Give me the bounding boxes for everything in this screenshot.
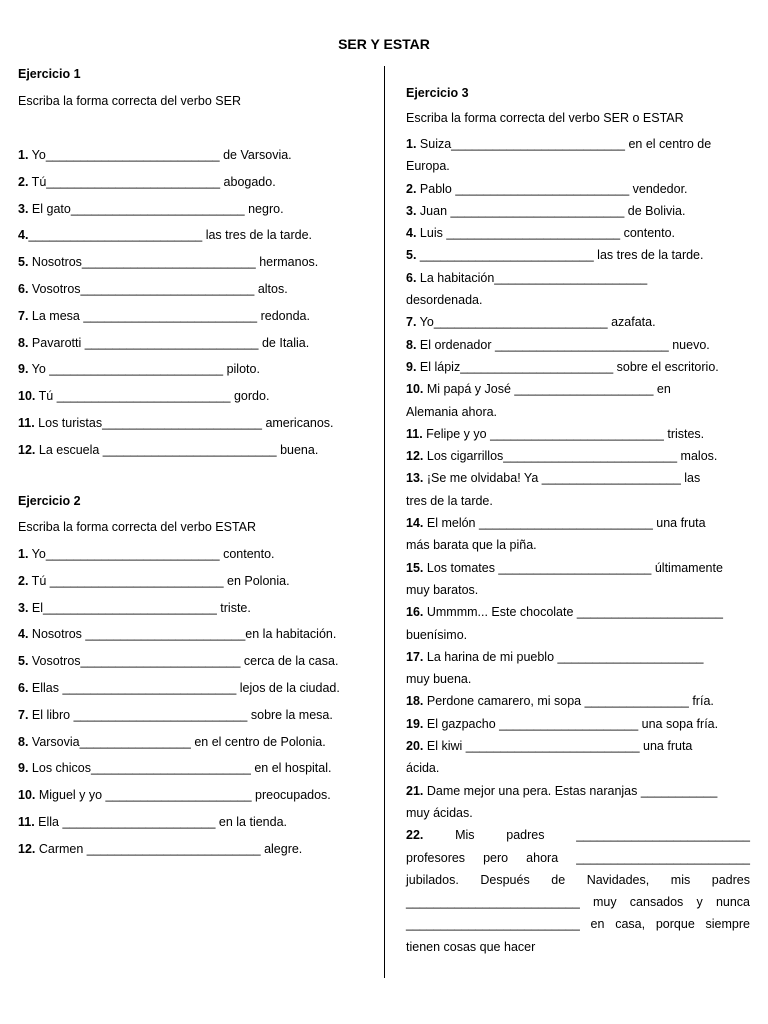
item-number: 7.	[18, 707, 29, 722]
item-number: 2.	[18, 573, 29, 588]
exercise-item	[18, 729, 368, 756]
item-number: 15.	[406, 560, 424, 575]
item-number: 4.	[406, 226, 417, 241]
exercise-3-list	[406, 133, 750, 958]
item-text: Tú _________________________ en Polonia.	[28, 573, 290, 588]
item-text: El kiwi _________________________ una fruta	[423, 739, 693, 754]
item-text: Tú_________________________ abogado.	[28, 174, 276, 189]
item-number: 8.	[406, 337, 417, 352]
exercise-line	[406, 133, 750, 155]
item-text: Dame mejor una pera. Estas naranjas ___________	[423, 783, 718, 798]
item-number: 12.	[18, 841, 36, 856]
item-text: Los cigarrillos_________________________ malos.	[423, 449, 718, 464]
item-number: 6.	[18, 281, 29, 296]
item-text: Mi papá y José ____________________ en	[423, 382, 671, 397]
item-text: El gato_________________________ negro.	[28, 201, 284, 216]
exercise-line	[406, 512, 750, 534]
item-text: Perdone camarero, mi sopa _______________ fría.	[423, 694, 714, 709]
item-number: 21.	[406, 783, 424, 798]
exercise-item	[18, 648, 368, 675]
item-text: Los turistas_______________________ americanos.	[34, 415, 334, 430]
item-text: La habitación______________________	[416, 270, 648, 285]
item-number: 18.	[406, 694, 424, 709]
item-text: El libro _________________________ sobre la mesa.	[28, 707, 333, 722]
exercise-line	[406, 267, 750, 289]
item-text: La mesa _________________________ redonda.	[28, 308, 310, 323]
exercise-line	[406, 244, 750, 266]
item-text: Vosotros_________________________ altos.	[28, 281, 288, 296]
item-text: La escuela _________________________ buena.	[35, 442, 319, 457]
exercise-line	[406, 780, 750, 802]
exercise-item	[18, 809, 368, 836]
exercise-item	[18, 437, 368, 464]
exercise-item	[18, 702, 368, 729]
item-text: Varsovia________________ en el centro de Polonia.	[28, 734, 326, 749]
item-text: Vosotros_______________________ cerca de la casa.	[28, 654, 339, 669]
item-text: El gazpacho ____________________ una sopa fría.	[423, 716, 719, 731]
exercise-2-instruction: Escriba la forma correcta del verbo ESTAR	[18, 520, 257, 534]
item-number: 10.	[406, 382, 424, 397]
item-text: _________________________ en casa, porque siempre	[406, 917, 750, 932]
item-number: 7.	[18, 308, 29, 323]
exercise-line	[406, 624, 750, 646]
exercise-line	[406, 222, 750, 244]
item-number: 10.	[18, 389, 36, 404]
item-text: Ummmm... Este chocolate _____________________	[423, 605, 723, 620]
item-number: 9.	[18, 362, 29, 377]
item-text: Carmen _________________________ alegre.	[35, 841, 303, 856]
exercise-line	[406, 668, 750, 690]
item-text: muy ácidas.	[406, 805, 473, 820]
exercise-item	[18, 142, 368, 169]
exercise-line	[406, 847, 750, 869]
item-number: 1.	[18, 547, 29, 561]
exercise-line	[406, 601, 750, 623]
item-text: jubilados. Después de Navidades, mis padres	[406, 872, 750, 887]
item-text: Tú _________________________ gordo.	[35, 389, 270, 404]
exercise-item	[18, 383, 368, 410]
exercise-1	[18, 66, 368, 464]
exercise-line	[406, 401, 750, 423]
item-text: El ordenador _________________________ nuevo.	[416, 337, 710, 352]
item-text: tienen cosas que hacer	[406, 939, 536, 954]
exercise-2-list	[18, 541, 368, 863]
exercise-line	[406, 289, 750, 311]
item-text: Yo _________________________ piloto.	[28, 362, 260, 377]
item-text: ácida.	[406, 761, 440, 776]
exercise-line	[406, 713, 750, 735]
exercise-line	[406, 467, 750, 489]
exercise-3-instruction: Escriba la forma correcta del verbo SER o ESTAR	[406, 111, 684, 125]
item-number: 8.	[18, 335, 29, 350]
item-number: 2.	[18, 174, 29, 189]
item-number: 5.	[18, 654, 29, 669]
item-number: 3.	[18, 600, 29, 615]
item-number: 1.	[18, 148, 29, 162]
item-number: 10.	[18, 788, 36, 803]
item-number: 4.	[18, 627, 29, 642]
item-text: Juan _________________________ de Bolivia.	[416, 203, 686, 218]
exercise-line	[406, 423, 750, 445]
exercise-line	[406, 936, 750, 958]
exercise-line	[406, 378, 750, 400]
item-number: 9.	[406, 359, 417, 374]
item-text: _________________________ las tres de la tarde.	[416, 248, 704, 263]
item-text: Felipe y yo _________________________ tristes.	[422, 426, 705, 441]
item-text: Miguel y yo _____________________ preocupados.	[35, 788, 331, 803]
exercise-2-heading: Ejercicio 2	[18, 494, 81, 508]
exercise-line	[406, 824, 750, 846]
exercise-line	[406, 356, 750, 378]
exercise-item	[18, 169, 368, 196]
item-text: tres de la tarde.	[406, 493, 493, 508]
exercise-line	[406, 311, 750, 333]
item-number: 11.	[18, 814, 35, 829]
item-number: 5.	[406, 248, 417, 263]
item-text: La harina de mi pueblo _____________________	[423, 649, 704, 664]
exercise-2	[18, 488, 368, 863]
exercise-1-list	[18, 142, 368, 464]
item-number: 3.	[18, 201, 29, 216]
exercise-line	[406, 334, 750, 356]
item-number: 19.	[406, 716, 424, 731]
item-text: El melón _________________________ una fruta	[423, 516, 706, 531]
exercise-line	[406, 891, 750, 913]
item-text: Los tomates ______________________ últimamente	[423, 560, 723, 575]
exercise-item	[18, 675, 368, 702]
item-number: 3.	[406, 203, 417, 218]
item-text: desordenada.	[406, 293, 483, 308]
item-number: 8.	[18, 734, 29, 749]
item-text: El_________________________ triste.	[28, 600, 251, 615]
item-text: _________________________ las tres de la tarde.	[28, 228, 313, 243]
exercise-1-instruction: Escriba la forma correcta del verbo SER	[18, 94, 242, 108]
item-number: 16.	[406, 605, 424, 620]
item-number: 17.	[406, 649, 424, 664]
item-text: ¡Se me olvidaba! Ya ____________________ las	[423, 471, 701, 486]
item-text: Nosotros _______________________en la habitación.	[28, 627, 337, 642]
item-text: Ella ______________________ en la tienda.	[34, 814, 288, 829]
item-text: Ellas _________________________ lejos de la ciudad.	[28, 680, 340, 695]
item-number: 4.	[18, 228, 29, 243]
exercise-line	[406, 490, 750, 512]
item-text: Yo_________________________ de Varsovia.	[28, 148, 292, 162]
item-number: 13.	[406, 471, 424, 486]
item-text: Yo_________________________ contento.	[28, 547, 275, 561]
exercise-item	[18, 303, 368, 330]
item-number: 6.	[406, 270, 417, 285]
exercise-item	[18, 196, 368, 223]
item-number: 12.	[18, 442, 36, 457]
exercise-line	[406, 757, 750, 779]
item-text: Los chicos_______________________ en el hospital.	[28, 761, 332, 776]
item-number: 20.	[406, 739, 424, 754]
exercise-item	[18, 755, 368, 782]
page-title: SER Y ESTAR	[338, 36, 430, 52]
item-number: 5.	[18, 255, 29, 270]
item-number: 11.	[18, 415, 35, 430]
item-text: El lápiz______________________ sobre el escritorio.	[416, 359, 719, 374]
exercise-line	[406, 869, 750, 891]
exercise-item	[18, 836, 368, 863]
item-number: 11.	[406, 426, 423, 441]
exercise-item	[18, 595, 368, 622]
exercise-item	[18, 541, 368, 568]
exercise-item	[18, 782, 368, 809]
item-text: más barata que la piña.	[406, 538, 537, 553]
item-text: Mis padres _________________________	[423, 828, 750, 843]
item-number: 6.	[18, 680, 29, 695]
item-text: muy buena.	[406, 672, 472, 687]
exercise-line	[406, 735, 750, 757]
item-number: 2.	[406, 181, 417, 196]
exercise-3-heading: Ejercicio 3	[406, 86, 469, 100]
exercise-line	[406, 445, 750, 467]
item-text: Luis _________________________ contento.	[416, 226, 676, 241]
exercise-1-heading: Ejercicio 1	[18, 67, 81, 81]
item-text: Nosotros_________________________ hermanos.	[28, 255, 319, 270]
column-divider	[384, 66, 385, 978]
item-text: buenísimo.	[406, 627, 468, 642]
item-text: _________________________ muy cansados y nunca	[406, 895, 750, 910]
exercise-line	[406, 646, 750, 668]
item-number: 12.	[406, 449, 424, 464]
item-number: 14.	[406, 516, 424, 531]
exercise-3	[406, 83, 750, 958]
exercise-item	[18, 356, 368, 383]
item-text: Pablo _________________________ vendedor.	[416, 181, 688, 196]
item-number: 9.	[18, 761, 29, 776]
exercise-line	[406, 155, 750, 177]
exercise-line	[406, 200, 750, 222]
item-text: muy baratos.	[406, 582, 479, 597]
exercise-line	[406, 579, 750, 601]
exercise-item	[18, 249, 368, 276]
item-number: 1.	[406, 137, 417, 151]
item-text: Suiza_________________________ en el centro de	[416, 137, 712, 151]
item-number: 7.	[406, 315, 417, 330]
item-number: 22.	[406, 828, 424, 843]
item-text: Europa.	[406, 159, 450, 174]
exercise-line	[406, 534, 750, 556]
exercise-line	[406, 557, 750, 579]
item-text: Alemania ahora.	[406, 404, 498, 419]
exercise-line	[406, 802, 750, 824]
exercise-line	[406, 178, 750, 200]
exercise-item	[18, 330, 368, 357]
item-text: Pavarotti _________________________ de Italia.	[28, 335, 310, 350]
exercise-item	[18, 222, 368, 249]
exercise-line	[406, 913, 750, 935]
exercise-item	[18, 410, 368, 437]
exercise-item	[18, 621, 368, 648]
exercise-item	[18, 276, 368, 303]
exercise-line	[406, 690, 750, 712]
item-text: Yo_________________________ azafata.	[416, 315, 656, 330]
item-text: profesores pero ahora _________________________	[406, 850, 750, 865]
exercise-item	[18, 568, 368, 595]
